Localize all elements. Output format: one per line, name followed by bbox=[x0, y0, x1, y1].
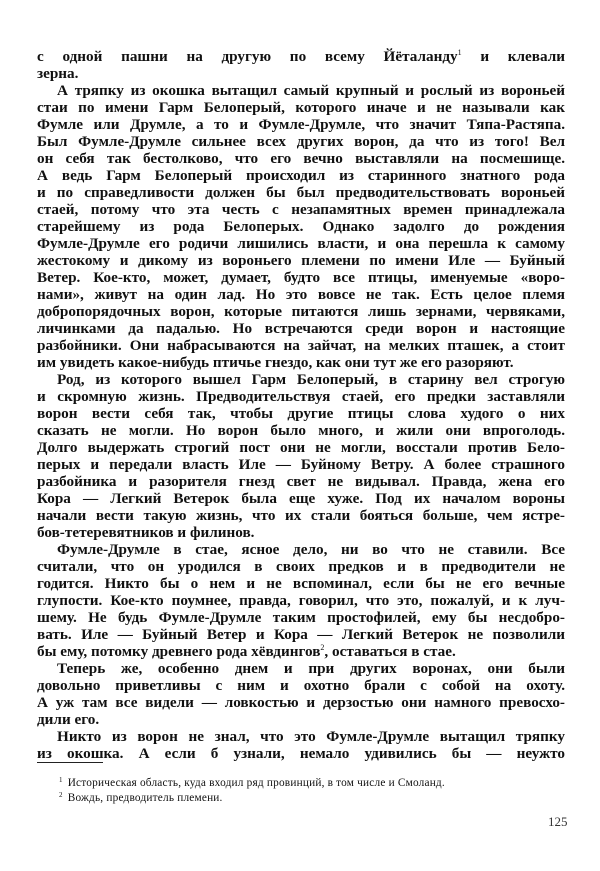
paragraph bbox=[37, 48, 565, 82]
text-line bbox=[37, 48, 565, 65]
footnote-divider bbox=[37, 762, 103, 763]
text-line: и скромную жизнь. Предводительствуя стаей, его предки заставляли bbox=[37, 388, 565, 405]
footnote-mark: 1 bbox=[59, 776, 63, 784]
text-line: старейшему из рода Белоперых. Однако задолго до рождения bbox=[37, 218, 565, 235]
footnote bbox=[37, 791, 565, 806]
text-line: вать. Иле — Буйный Ветер и Кора — Легкий Ветерок не позволили bbox=[37, 626, 565, 643]
text-line: стаи по имени Гарм Белоперый, которого иначе и не называли как bbox=[37, 99, 565, 116]
text-line: Ветер. Кое-кто, может, думает, будто все птицы, именуемые «воро- bbox=[37, 269, 565, 286]
text-line: добропорядочных ворон, которые питаются лишь зернами, червяками, bbox=[37, 303, 565, 320]
text-line: зерна. bbox=[37, 65, 79, 82]
text-line: Никто из ворон не знал, что это Фумле-Друмле вытащил тряпку bbox=[57, 728, 565, 745]
text-line: годится. Никто бы о нем и не вспоминал, если бы не его вечные bbox=[37, 575, 565, 592]
text-line: Фумле-Друмле его родичи лишились власти, и она перешла к самому bbox=[37, 235, 565, 252]
text-line: А тряпку из окошка вытащил самый крупный и рослый из вороньей bbox=[57, 82, 565, 99]
text-line: Кора — Легкий Ветерок была еще хуже. Под их началом вороны bbox=[37, 490, 565, 507]
text-line: Род, из которого вышел Гарм Белоперый, в старину вел строгую bbox=[57, 371, 565, 388]
text-line: стаей, потому что эта честь с незапамятных времен принадлежала bbox=[37, 201, 565, 218]
paragraph bbox=[37, 660, 565, 728]
text-line: им увидеть какое-нибудь птичье гнездо, как они тут же его разоряют. bbox=[37, 354, 514, 371]
text-line: ворон вести себя так, чтобы другие птицы слова худого о них bbox=[37, 405, 565, 422]
text-line: Теперь же, особенно днем и при других воронах, они были bbox=[57, 660, 565, 677]
footnote-reference: 2 bbox=[320, 643, 325, 652]
footnote-text: Историческая область, куда входил ряд провинций, в том числе и Смоланд. bbox=[67, 777, 445, 789]
paragraph bbox=[37, 728, 565, 762]
text-segment: с одной пашни на другую по всему Йёталанду bbox=[37, 48, 458, 65]
text-line: и по справедливости должен бы был предводительствовать вороньей bbox=[37, 184, 565, 201]
text-line: считали, что он уродился в своих предков и в предводители не bbox=[37, 558, 565, 575]
text-line: А уж там все видели — ловкостью и дерзостью они намного превосхо- bbox=[37, 694, 565, 711]
text-segment: , оставаться в стае. bbox=[324, 643, 456, 660]
text-line: А ведь Гарм Белоперый происходил из старинного знатного рода bbox=[37, 167, 565, 184]
text-line: из окошка. А если б узнали, немало удивились бы — неужто bbox=[37, 745, 565, 762]
text-line: дили его. bbox=[37, 711, 100, 728]
text-line: жестокому и дикому из вороньего племени по имени Иле — Буйный bbox=[37, 252, 565, 269]
paragraph bbox=[37, 541, 565, 660]
text-line: разбойники. Они набрасываются на зайчат, на мелких пташек, а стоит bbox=[37, 337, 565, 354]
footnotes bbox=[37, 776, 565, 806]
text-line: он себя так бестолково, что его вечно выставляли на посмешище. bbox=[37, 150, 565, 167]
footnote-mark: 2 bbox=[59, 791, 63, 799]
footnote-reference: 1 bbox=[457, 48, 462, 57]
text-line: начали вести такую жизнь, что их стали бояться больше, чем ястре- bbox=[37, 507, 565, 524]
body-text bbox=[37, 48, 565, 762]
paragraph bbox=[37, 82, 565, 371]
text-line: шему. Не будь Фумле-Друмле таким простофилей, ему бы несдобро- bbox=[37, 609, 565, 626]
footnote bbox=[37, 776, 565, 791]
text-line: Фумле или Друмле, а то и Фумле-Друмле, что значит Тяпа-Растяпа. bbox=[37, 116, 565, 133]
text-line: бов-тетеревятников и филинов. bbox=[37, 524, 255, 541]
text-line: перых и передали власть Иле — Буйному Ветру. А более страшного bbox=[37, 456, 565, 473]
text-line: глупости. Кое-кто поумнее, правда, говорил, что это, пожалуй, и к луч- bbox=[37, 592, 565, 609]
paragraph bbox=[37, 371, 565, 541]
text-line: довольно приветливы с ним и охотно брали с собой на охоту. bbox=[37, 677, 565, 694]
page-number: 125 bbox=[548, 814, 568, 829]
text-line: разбойника и разорителя гнезд свет не видывал. Правда, жена его bbox=[37, 473, 565, 490]
text-line: Был Фумле-Друмле сильнее всех других ворон, да что из того! Вел bbox=[37, 133, 565, 150]
text-segment: и клевали bbox=[461, 48, 565, 65]
text-line: нами», живут на один лад. Но это вовсе не так. Есть целое племя bbox=[37, 286, 565, 303]
text-line: личинками да падалью. Но встречаются среди ворон и настоящие bbox=[37, 320, 565, 337]
text-segment: бы ему, потомку древнего рода хёвдингов bbox=[37, 643, 321, 660]
footnote-text: Вождь, предводитель племени. bbox=[67, 792, 223, 804]
text-line: Фумле-Друмле в стае, ясное дело, ни во что не ставили. Все bbox=[57, 541, 565, 558]
text-line: Долго выдержать строгий пост они не могли, восстали против Бело- bbox=[37, 439, 565, 456]
text-line: сказать не могли. Но ворон было много, и жили они впроголодь. bbox=[37, 422, 565, 439]
text-line bbox=[37, 643, 565, 660]
